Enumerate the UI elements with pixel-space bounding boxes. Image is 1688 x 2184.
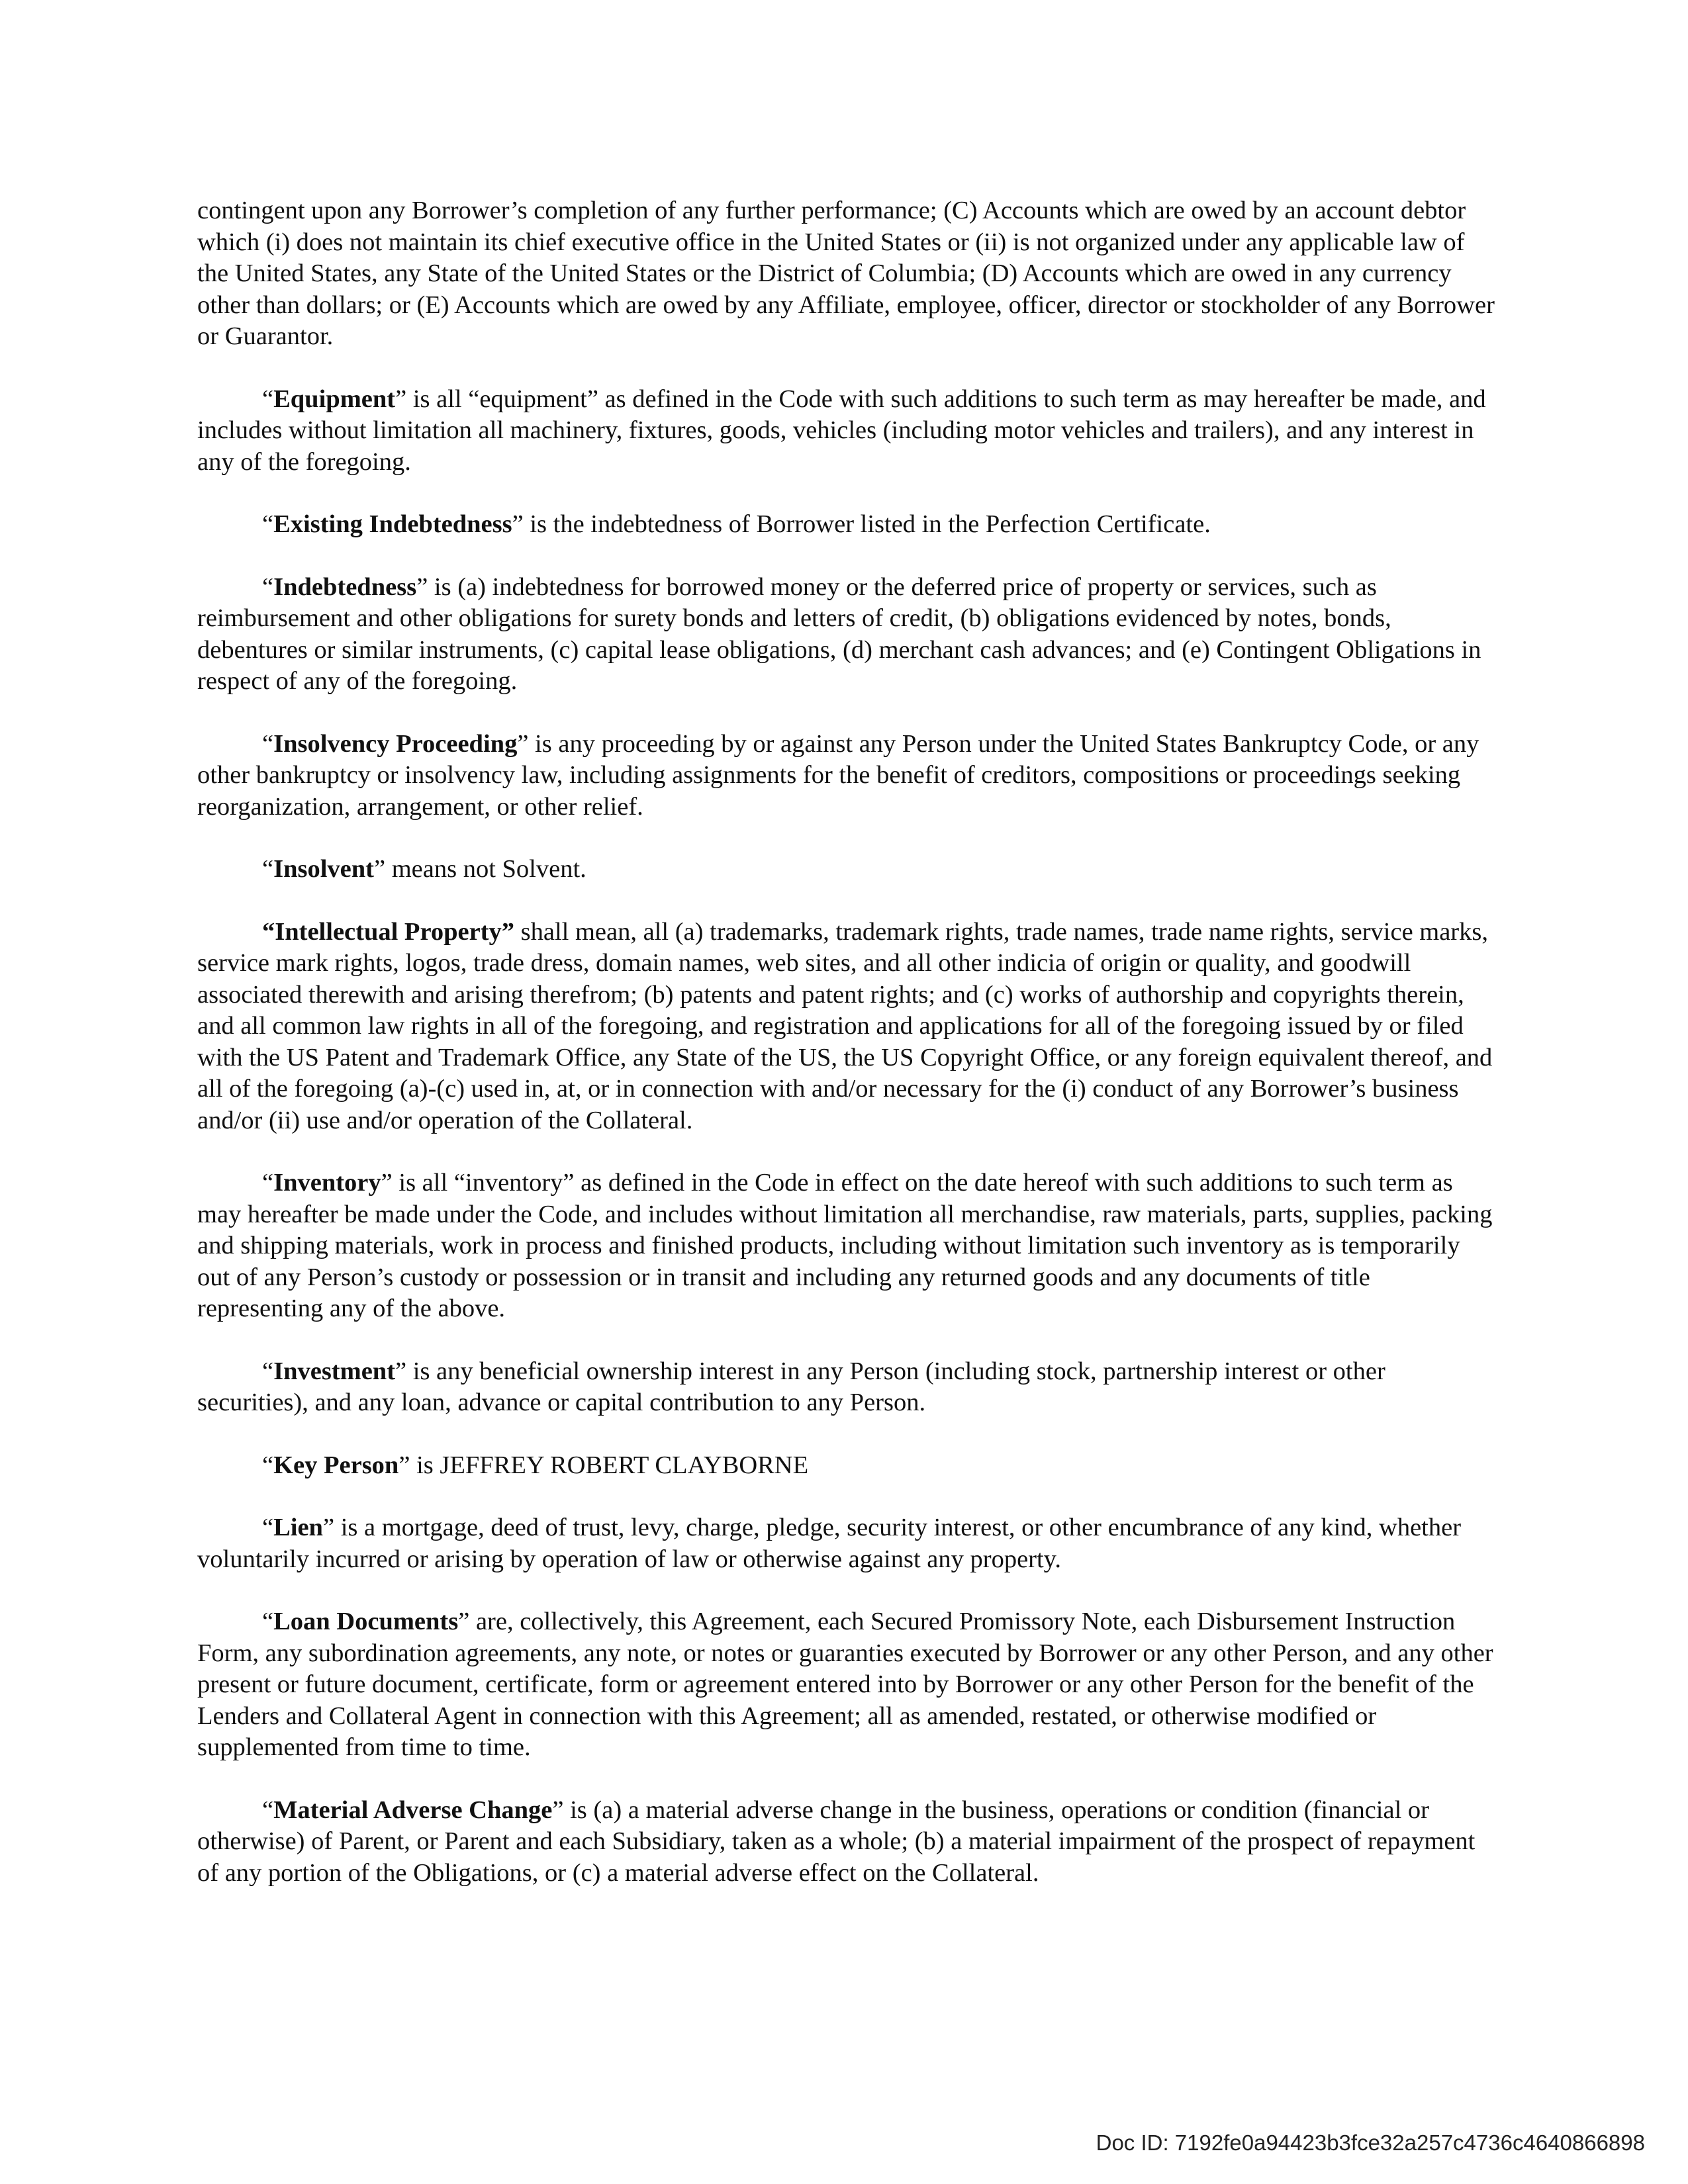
defined-term: Loan Documents [273, 1608, 459, 1635]
definition-text: is (a) a material adverse change in the business, operations or condition (financial or otherwise) of Parent, or Parent and each Subsidiary, taken as a whole; (b) a material impairment of the prospect of repayment of any portion of the Obligations, or (c) a material adverse effect on the Collateral. [197, 1796, 1476, 1887]
defined-term: Material Adverse Change [273, 1796, 553, 1824]
definition-text: are, collectively, this Agreement, each Secured Promissory Note, each Disbursement Instruction Form, any subordination agreements, any note, or notes or guaranties executed by Borrower or any other Person, and any other present or future document, certificate, form or agreement entered into by Borrower or any other Person for the benefit of the Lenders and Collateral Agent in connection with this Agreement; all as amended, restated, or otherwise modified or supplemented from time to time. [197, 1608, 1493, 1761]
defined-term: Investment [273, 1357, 396, 1385]
definition-intellectual-property [197, 917, 1498, 1137]
definition-text: means not Solvent. [385, 855, 586, 883]
definition-text: is all “inventory” as defined in the Code in effect on the date hereof with such additions to such term as may hereafter be made under the Code, and includes without limitation all merchandise, raw materials, parts, supplies, packing and shipping materials, work in process and finished products, including without limitation such inventory as is temporarily out of any Person’s custody or possession or in transit and including any returned goods and any documents of title representing any of the above. [197, 1169, 1493, 1322]
definition-text: is the indebtedness of Borrower listed in the Perfection Certificate. [523, 510, 1211, 538]
definition-text: is (a) indebtedness for borrowed money or the deferred price of property or services, such as reimbursement and other obligations for surety bonds and letters of credit, (b) obligations evidenced by notes, bonds, debentures or similar instruments, (c) capital lease obligations, (d) merchant cash advances; and (e) Contingent Obligations in respect of any of the foregoing. [197, 572, 1481, 695]
definition-existing-indebtedness: “Existing Indebtedness” is the indebtedness of Borrower listed in the Perfection Certificate. [262, 510, 1211, 538]
definition-text: is a mortgage, deed of trust, levy, charge, pledge, security interest, or other encumbrance of any kind, whether voluntarily incurred or arising by operation of law or otherwise against any property. [197, 1514, 1462, 1573]
defined-term: Equipment [273, 385, 396, 413]
defined-term: Indebtedness [273, 572, 417, 601]
defined-term: Existing Indebtedness [273, 510, 512, 538]
definition-text: is all “equipment” as defined in the Code with such additions to such term as may hereafter be made, and includes without limitation all machinery, fixtures, goods, vehicles (including motor vehicles and trailers), and any interest in any of the foregoing. [197, 385, 1486, 476]
defined-term: Lien [273, 1514, 323, 1541]
document-page [197, 195, 1498, 1920]
definition-text: is JEFFREY ROBERT CLAYBORNE [410, 1451, 809, 1479]
definition-text: is any beneficial ownership interest in any Person (including stock, partnership interest or other securities), and any loan, advance or capital contribution to any Person. [197, 1357, 1385, 1416]
definition-insolvent: “Insolvent” means not Solvent. [262, 855, 586, 883]
definition-loan-documents: “Loan Documents” are, collectively, this Agreement, each Secured Promissory Note, each Disbursement Instruction Form, any subordination agreements, any note, or notes or guaranties executed by Borrower or any other Person, and any other present or future document, certificate, form or agreement entered into by Borrower or any other Person for the benefit of the Lenders and Collateral Agent in connection with this Agreement; all as amended, restated, or otherwise modified or supplemented from time to time. [197, 1608, 1493, 1761]
definition-material-adverse-change: “Material Adverse Change” is (a) a material adverse change in the business, operations or condition (financial or otherwise) of Parent, or Parent and each Subsidiary, taken as a whole; (b) a material impairment of the prospect of repayment of any portion of the Obligations, or (c) a material adverse effect on the Collateral. [197, 1796, 1476, 1887]
defined-term: Key Person [273, 1451, 399, 1479]
definition-indebtedness: “Indebtedness” is (a) indebtedness for borrowed money or the deferred price of property or services, such as reimbursement and other obligations for surety bonds and letters of credit, (b) obligations evidenced by notes, bonds, debentures or similar instruments, (c) capital lease obligations, (d) merchant cash advances; and (e) Contingent Obligations in respect of any of the foregoing. [197, 572, 1481, 695]
definition-investment: “Investment” is any beneficial ownership interest in any Person (including stock, partnership interest or other securities), and any loan, advance or capital contribution to any Person. [197, 1357, 1385, 1416]
doc-id-footer: Doc ID: 7192fe0a94423b3fce32a257c4736c4640866898 [1096, 2130, 1645, 2155]
definition-text: is any proceeding by or against any Person under the United States Bankruptcy Code, or any other bankruptcy or insolvency law, including assignments for the benefit of creditors, compositions or proceedings seeking reorganization, arrangement, or other relief. [197, 729, 1479, 821]
definition-lien: “Lien” is a mortgage, deed of trust, levy, charge, pledge, security interest, or other encumbrance of any kind, whether voluntarily incurred or arising by operation of law or otherwise against any property. [197, 1514, 1462, 1573]
definition-inventory: “Inventory” is all “inventory” as defined in the Code in effect on the date hereof with such additions to such term as may hereafter be made under the Code, and includes without limitation all merchandise, raw materials, parts, supplies, packing and shipping materials, work in process and finished products, including without limitation such inventory as is temporarily out of any Person’s custody or possession or in transit and including any returned goods and any documents of title representing any of the above. [197, 1169, 1493, 1322]
defined-term: Insolvency Proceeding [273, 729, 518, 758]
defined-term: Inventory [273, 1169, 381, 1197]
definition-text: shall mean, all (a) trademarks, trademark rights, trade names, trade name rights, service marks, service mark rights, logos, trade dress, domain names, web sites, and all other indicia of origin or quality, and goodwill associated therewith and arising therefrom; (b) patents and patent rights; and (c) works of authorship and copyrights therein, and all common law rights in all of the foregoing, and registration and applications for all of the foregoing issued by or filed with the US Patent and Trademark Office, any State of the US, the US Copyright Office, or any foreign equivalent thereof, and all of the foregoing (a)-(c) used in, at, or in connection with and/or necessary for the (i) conduct of any Borrower’s business and/or (ii) use and/or operation of the Collateral. [197, 917, 1493, 1134]
definition-insolvency-proceeding: “Insolvency Proceeding” is any proceeding by or against any Person under the United States Bankruptcy Code, or any other bankruptcy or insolvency law, including assignments for the benefit of creditors, compositions or proceedings seeking reorganization, arrangement, or other relief. [197, 729, 1479, 821]
continuation-paragraph: contingent upon any Borrower’s completion of any further performance; (C) Accounts which are owed by an account debtor which (i) does not maintain its chief executive office in the United States or (ii) is not organized under any applicable law of the United States, any State of the United States or the District of Columbia; (D) Accounts which are owed in any currency other than dollars; or (E) Accounts which are owed by any Affiliate, employee, officer, director or stockholder of any Borrower or Guarantor. [197, 197, 1495, 350]
defined-term: “Intellectual Property” [262, 917, 514, 946]
defined-term: Insolvent [273, 855, 374, 883]
definition-key-person: “Key Person” is JEFFREY ROBERT CLAYBORNE [262, 1451, 809, 1479]
definition-equipment: “Equipment” is all “equipment” as defined in the Code with such additions to such term as may hereafter be made, and includes without limitation all machinery, fixtures, goods, vehicles (including motor vehicles and trailers), and any interest in any of the foregoing. [197, 385, 1486, 476]
